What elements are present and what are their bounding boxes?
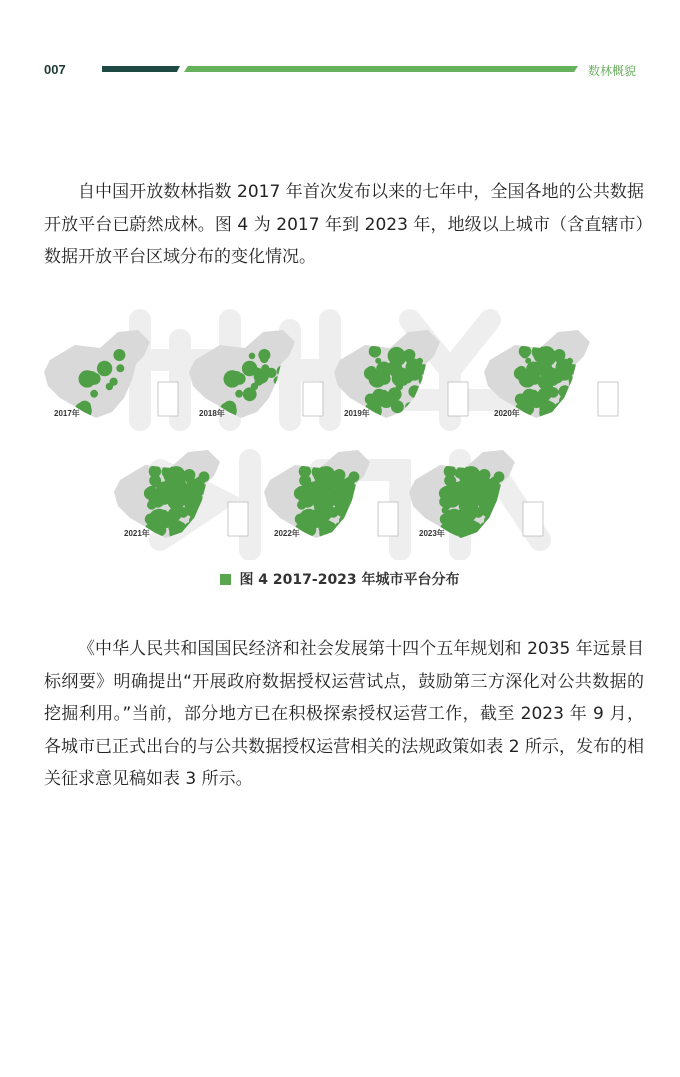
paragraph-policy: 《中华人民共和国国民经济和社会发展第十四个五年规划和 2035 年远景目标纲要》明确提出“开展政府数据授权运营试点，鼓励第三方深化对公共数据的挖掘利用。”当前，部分地方已在积极探索授权运营工作，截至 2023 年 9 月，各城市已正式出台的与公共数据授权运营相关的法规政策如表 2 所示，发布的相关征求意见稿如表 3 所示。 [44,639,644,789]
map-5 [110,440,254,550]
figure-city-platform-maps [40,300,640,560]
map-year-label: 2022年 [274,529,300,538]
map-4 [480,320,624,430]
map-1 [40,320,184,430]
page-number: 007 [44,62,66,77]
caption-legend-swatch [220,574,231,585]
map-year-label: 2020年 [494,409,520,418]
map-year-label: 2021年 [124,529,150,538]
map-7 [405,440,549,550]
map-2 [185,320,329,430]
map-year-label: 2018年 [199,409,225,418]
map-6 [260,440,404,550]
map-year-label: 2017年 [54,409,80,418]
figure-caption [0,569,680,589]
section-title: 数林概貌 [588,64,637,78]
caption-text: 图 4 2017-2023 年城市平台分布 [239,572,460,588]
map-3 [330,320,474,430]
header-dark-bar [102,66,180,72]
map-year-label: 2023年 [419,529,445,538]
header-green-bar [184,66,578,72]
paragraph-intro: 自中国开放数林指数 2017 年首次发布以来的七年中，全国各地的公共数据开放平台已蔚然成林。图 4 为 2017 年到 2023 年，地级以上城市（含直辖市）数据开放平台区域分布的变化情况。 [44,182,644,267]
page-header [0,0,680,90]
map-year-label: 2019年 [344,409,370,418]
